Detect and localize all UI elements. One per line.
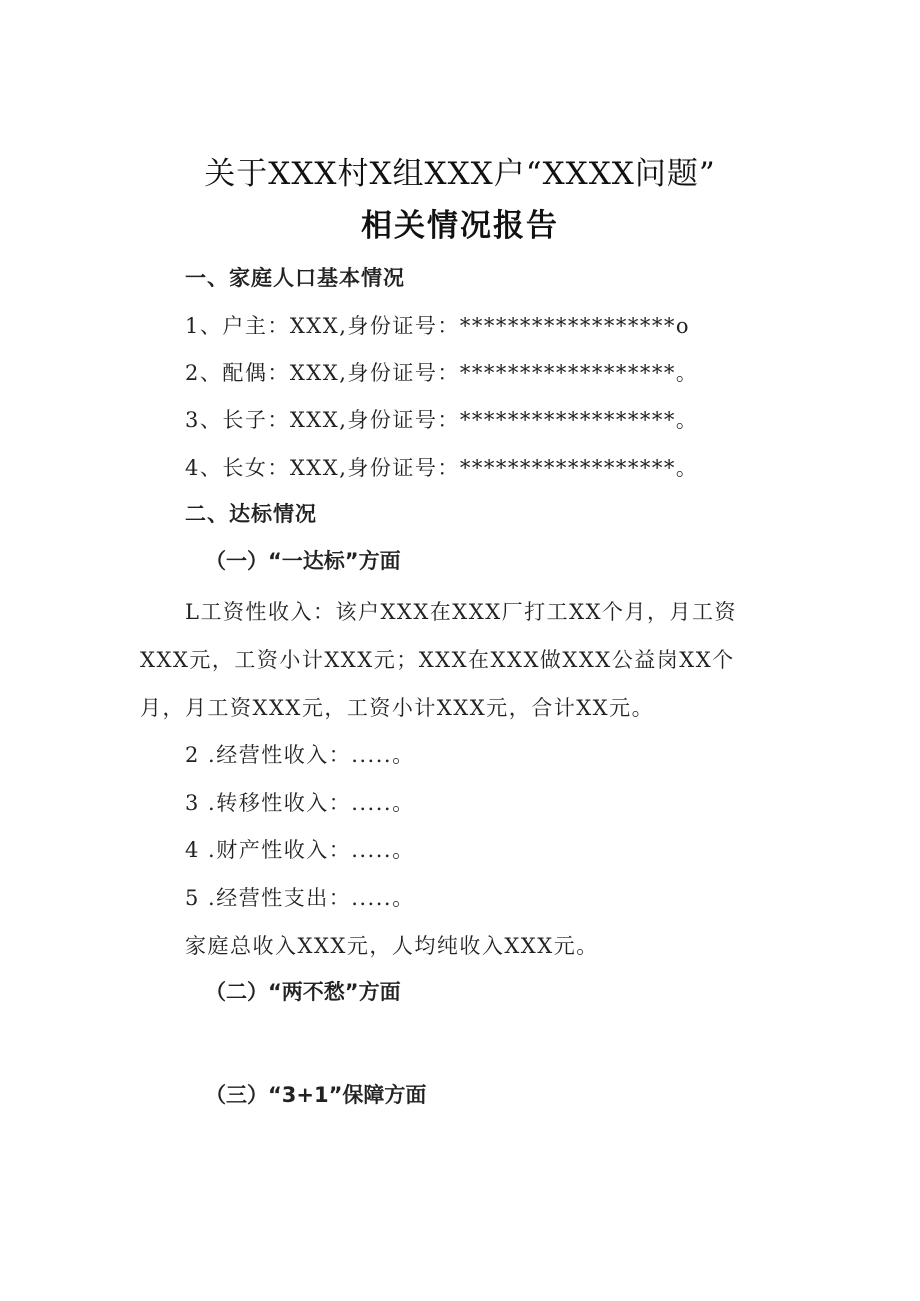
income-item-business: 2 .经营性收入：.....。 — [185, 743, 415, 767]
subsection-heading-two-worries: （二）“两不愁”方面 — [205, 980, 401, 1004]
member-eldest-daughter: 4、长女：XXX,身份证号：******************。 — [185, 456, 699, 480]
subsection-heading-3plus1-guarantee: （三）“3+1”保障方面 — [205, 1083, 427, 1107]
section-heading-standards: 二、达标情况 — [185, 502, 317, 526]
wage-income-line-1: L工资性收入：该户XXX在XXX厂打工XX个月，月工资 — [185, 600, 738, 624]
subsection-heading-one-standard: （一）“一达标”方面 — [205, 549, 401, 573]
income-item-transfer: 3 .转移性收入：.....。 — [185, 791, 415, 815]
expense-item-business: 5 .经营性支出：.....。 — [185, 886, 415, 910]
member-householder: 1、户主：XXX,身份证号：******************o — [185, 314, 691, 338]
wage-income-line-3: 月，月工资XXX元，工资小计XXX元，合计XX元。 — [140, 696, 655, 720]
member-spouse: 2、配偶：XXX,身份证号：******************。 — [185, 361, 699, 385]
wage-income-line-2: XXX元，工资小计XXX元；XXX在XXX做XXX公益岗XX个 — [140, 648, 735, 672]
member-eldest-son: 3、长子：XXX,身份证号：******************。 — [185, 408, 699, 432]
section-heading-family: 一、家庭人口基本情况 — [185, 266, 405, 290]
report-title-line-1: 关于XXX村X组XXX户“XXXX问题” — [204, 156, 716, 192]
household-total-income: 家庭总收入XXX元，人均纯收入XXX元。 — [185, 934, 599, 958]
report-title-line-2: 相关情况报告 — [361, 208, 559, 244]
income-item-property: 4 .财产性收入：.....。 — [185, 838, 415, 862]
